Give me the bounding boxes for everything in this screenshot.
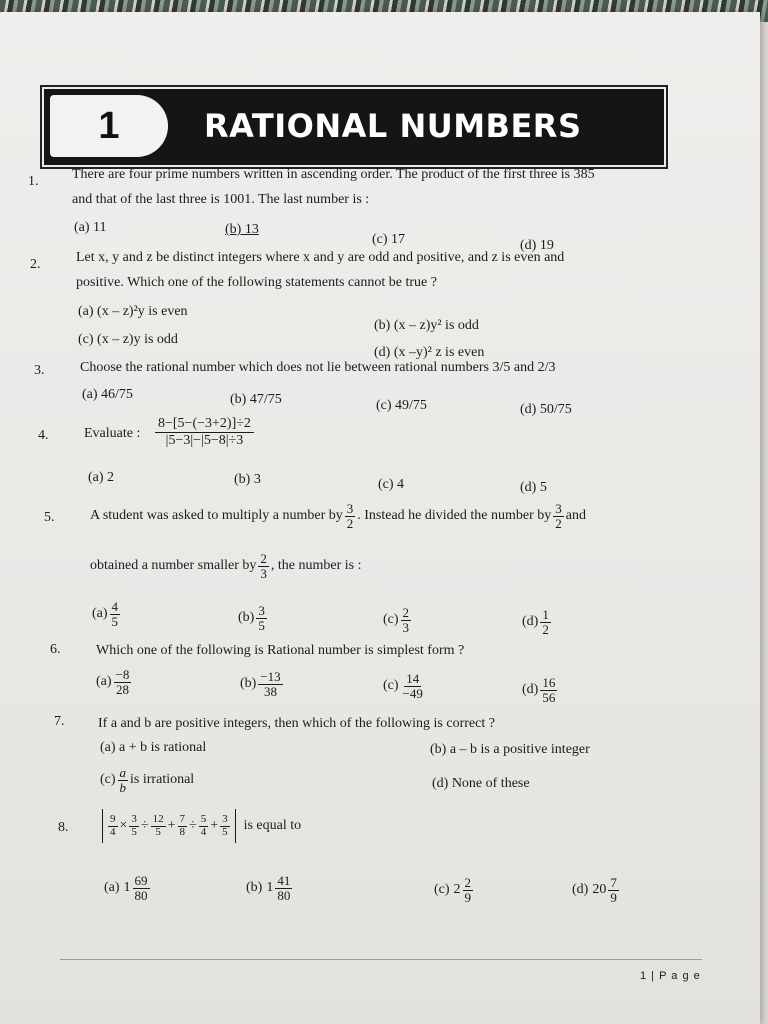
question-5-option-c — [383, 606, 413, 634]
fraction-denominator: 9 — [610, 889, 617, 905]
fraction-numerator: 7 — [610, 875, 617, 890]
fraction-denominator: 4 — [200, 825, 207, 838]
question-8-tail: is equal to — [243, 818, 302, 833]
fraction-numerator: 9 — [110, 812, 116, 825]
question-3-text: Choose the rational number which does not lie between rational numbers 3/5 and 2/3 — [80, 360, 556, 375]
question-6-option-d — [522, 676, 559, 704]
option-label: (c) — [383, 678, 399, 694]
option-fraction — [608, 876, 619, 904]
operator: + — [210, 818, 219, 833]
question-5-line1 — [90, 502, 586, 530]
fraction-denominator: 3 — [260, 565, 267, 581]
fraction-numerator: 2 — [260, 551, 267, 566]
option-label: (a) — [104, 880, 120, 896]
option-label: (d) — [572, 882, 589, 898]
question-2-option-c: (c) (x – z)y is odd — [78, 332, 178, 347]
option-label: (b) — [238, 610, 255, 626]
question-1-option-a: (a) 11 — [74, 220, 107, 235]
question-7-number: 7. — [54, 714, 65, 729]
fraction-denominator: 56 — [542, 689, 556, 705]
option-fraction — [540, 608, 551, 636]
operator: × — [119, 818, 128, 833]
question-4-label: Evaluate : — [84, 426, 141, 441]
fraction-denominator: 5 — [131, 825, 137, 838]
chapter-number-badge — [50, 95, 168, 157]
question-7-option-a: (a) a + b is rational — [100, 740, 207, 755]
term-fraction — [129, 814, 139, 838]
option-fraction — [258, 670, 282, 698]
fraction-denominator: 38 — [264, 683, 277, 699]
fraction-denominator: 2 — [542, 621, 549, 637]
fraction-numerator: 7 — [179, 812, 185, 825]
option-label: (c) — [100, 772, 116, 788]
fraction-denominator: 28 — [115, 681, 129, 697]
chapter-banner — [40, 85, 668, 169]
operator: ÷ — [189, 818, 197, 833]
question-4-expression — [155, 416, 254, 449]
question-3-number: 3. — [34, 363, 45, 378]
question-4-option-a: (a) 2 — [88, 470, 115, 485]
question-5-number: 5. — [44, 510, 55, 525]
fraction-numerator: 3 — [346, 501, 354, 516]
term-fraction — [199, 814, 209, 838]
fraction-numerator: 4 — [111, 599, 119, 614]
question-1-option-c: (c) 17 — [372, 232, 406, 247]
fraction-numerator: 69 — [134, 873, 148, 888]
page-number: 1 | P a g e — [640, 970, 701, 982]
question-2-option-a: (a) (x – z)²y is even — [78, 304, 188, 319]
question-5-option-d — [522, 608, 553, 636]
question-3-option-b: (b) 47/75 — [230, 392, 282, 407]
fraction-denominator: 8 — [179, 825, 185, 838]
question-5-line2-part-b: , the number is : — [270, 558, 362, 574]
question-5-line1-part-a: A student was asked to multiply a number by — [90, 508, 343, 524]
option-fraction — [401, 672, 425, 700]
chapter-number: 1 — [98, 104, 120, 147]
option-fraction — [275, 874, 292, 902]
fraction-numerator: 5 — [200, 812, 207, 825]
question-5-line2 — [90, 552, 362, 580]
question-1-text-line1: There are four prime numbers written in ascending order. The product of the first three is 385 — [72, 167, 595, 182]
question-7-option-c — [100, 766, 194, 794]
fraction-numerator: 3 — [258, 603, 265, 618]
option-fraction — [463, 876, 474, 904]
fraction-numerator: 3 — [131, 812, 137, 825]
option-fraction — [114, 668, 132, 696]
question-8-option-c — [434, 876, 475, 904]
fraction-denominator: −49 — [402, 685, 423, 701]
question-6-option-b — [240, 670, 285, 698]
option-fraction — [110, 600, 121, 628]
question-8-expression — [102, 809, 301, 843]
question-2-text-line2: positive. Which one of the following statements cannot be true ? — [76, 275, 437, 290]
question-2-option-b: (b) (x – z)y² is odd — [374, 318, 479, 333]
option-label: (d) — [522, 614, 539, 630]
fraction-denominator: 5 — [222, 825, 228, 838]
question-4-option-b: (b) 3 — [234, 472, 261, 487]
question-1-text-line2: and that of the last three is 1001. The last number is : — [72, 192, 370, 207]
term-fraction — [151, 814, 166, 838]
chapter-title: RATIONAL NUMBERS — [204, 107, 582, 145]
question-2-option-d: (d) (x –y)² z is even — [374, 345, 485, 360]
question-4-numerator: 8−[5−(−3+2)]÷2 — [155, 416, 254, 433]
question-1-option-b: (b) 13 — [225, 222, 259, 237]
option-label: (b) — [240, 676, 257, 692]
option-fraction — [256, 604, 267, 632]
question-6-number: 6. — [50, 642, 61, 657]
document-page — [0, 12, 760, 1024]
term-fraction — [178, 814, 188, 838]
fraction-denominator: 2 — [346, 515, 354, 531]
question-7-text: If a and b are positive integers, then which of the following is correct ? — [98, 716, 495, 731]
question-8-number: 8. — [58, 820, 69, 835]
chapter-banner-fill — [44, 89, 664, 165]
fraction-denominator: 4 — [110, 825, 116, 838]
fraction-denominator: 9 — [464, 889, 472, 905]
question-5-fraction-2 — [553, 502, 564, 530]
fraction-numerator: 1 — [542, 607, 549, 622]
question-8-option-d — [572, 876, 621, 904]
fraction-numerator: −8 — [115, 667, 130, 682]
question-8-option-a — [104, 874, 152, 902]
question-3-option-c: (c) 49/75 — [376, 398, 427, 413]
question-3-option-d: (d) 50/75 — [520, 402, 572, 417]
fraction-numerator: a — [119, 765, 127, 780]
question-4-denominator: |5−3|−|5−8|÷3 — [165, 433, 244, 449]
fraction-numerator: 16 — [542, 675, 556, 690]
operator: + — [167, 818, 176, 833]
fraction-numerator: 2 — [464, 875, 472, 890]
question-5-line1-part-b: . Instead he divided the number by — [357, 508, 552, 524]
question-5-option-a — [92, 600, 122, 628]
question-2-text-line1: Let x, y and z be distinct integers where x and y are odd and positive, and z is even and — [76, 250, 565, 265]
question-5-line1-part-c: and — [565, 508, 586, 524]
question-1-option-d: (d) 19 — [520, 238, 554, 253]
fraction-numerator: 3 — [555, 501, 562, 516]
fraction-numerator: 12 — [152, 812, 164, 825]
fraction-numerator: 3 — [222, 812, 228, 825]
question-4-number: 4. — [38, 428, 49, 443]
mixed-whole: 1 — [266, 880, 274, 896]
question-3-option-a: (a) 46/75 — [82, 387, 133, 402]
fraction-denominator: 3 — [402, 619, 410, 635]
footer-divider — [60, 959, 702, 960]
question-7-option-b: (b) a – b is a positive integer — [430, 742, 590, 757]
term-fraction — [220, 814, 230, 838]
option-label: (a) — [96, 674, 112, 690]
question-4-option-c: (c) 4 — [378, 477, 405, 492]
option-label: (d) — [522, 682, 539, 698]
fraction-numerator: 14 — [406, 671, 420, 686]
option-fraction — [118, 766, 129, 794]
option-label: (a) — [92, 606, 108, 622]
option-fraction — [133, 874, 150, 902]
question-5-line2-part-a: obtained a number smaller by — [90, 558, 257, 574]
fraction-denominator: 5 — [258, 617, 265, 633]
fraction-denominator: 5 — [155, 825, 161, 838]
fraction-numerator: −13 — [260, 669, 281, 684]
fraction-denominator: 80 — [277, 887, 291, 903]
option-fraction — [401, 606, 412, 634]
question-6-option-c — [383, 672, 427, 700]
question-5-option-b — [238, 604, 269, 632]
question-1-number: 1. — [28, 174, 39, 189]
term-fraction — [108, 814, 118, 838]
fraction-denominator: 80 — [134, 887, 148, 903]
question-8-option-b — [246, 874, 294, 902]
question-6-text: Which one of the following is Rational number is simplest form ? — [96, 643, 465, 658]
fraction-numerator: 41 — [277, 873, 291, 888]
operator: ÷ — [140, 818, 149, 833]
question-6-option-a — [96, 668, 133, 696]
question-4-option-d: (d) 5 — [520, 480, 547, 495]
mixed-whole: 20 — [592, 882, 607, 898]
fraction-denominator: 2 — [555, 515, 562, 531]
question-5-fraction-1 — [345, 502, 356, 530]
question-8-bracket — [102, 809, 236, 843]
option-label: (c) — [434, 882, 450, 898]
option-fraction — [540, 676, 557, 704]
question-5-fraction-3 — [258, 552, 269, 580]
mixed-whole: 2 — [453, 882, 461, 898]
option-text: is irrational — [130, 772, 195, 788]
option-label: (c) — [383, 612, 399, 628]
fraction-denominator: b — [119, 779, 127, 795]
question-2-number: 2. — [30, 257, 41, 272]
fraction-numerator: 2 — [402, 605, 410, 620]
mixed-whole: 1 — [123, 880, 131, 896]
fraction-denominator: 5 — [111, 613, 119, 629]
option-label: (b) — [246, 880, 263, 896]
question-7-option-d: (d) None of these — [432, 776, 530, 791]
